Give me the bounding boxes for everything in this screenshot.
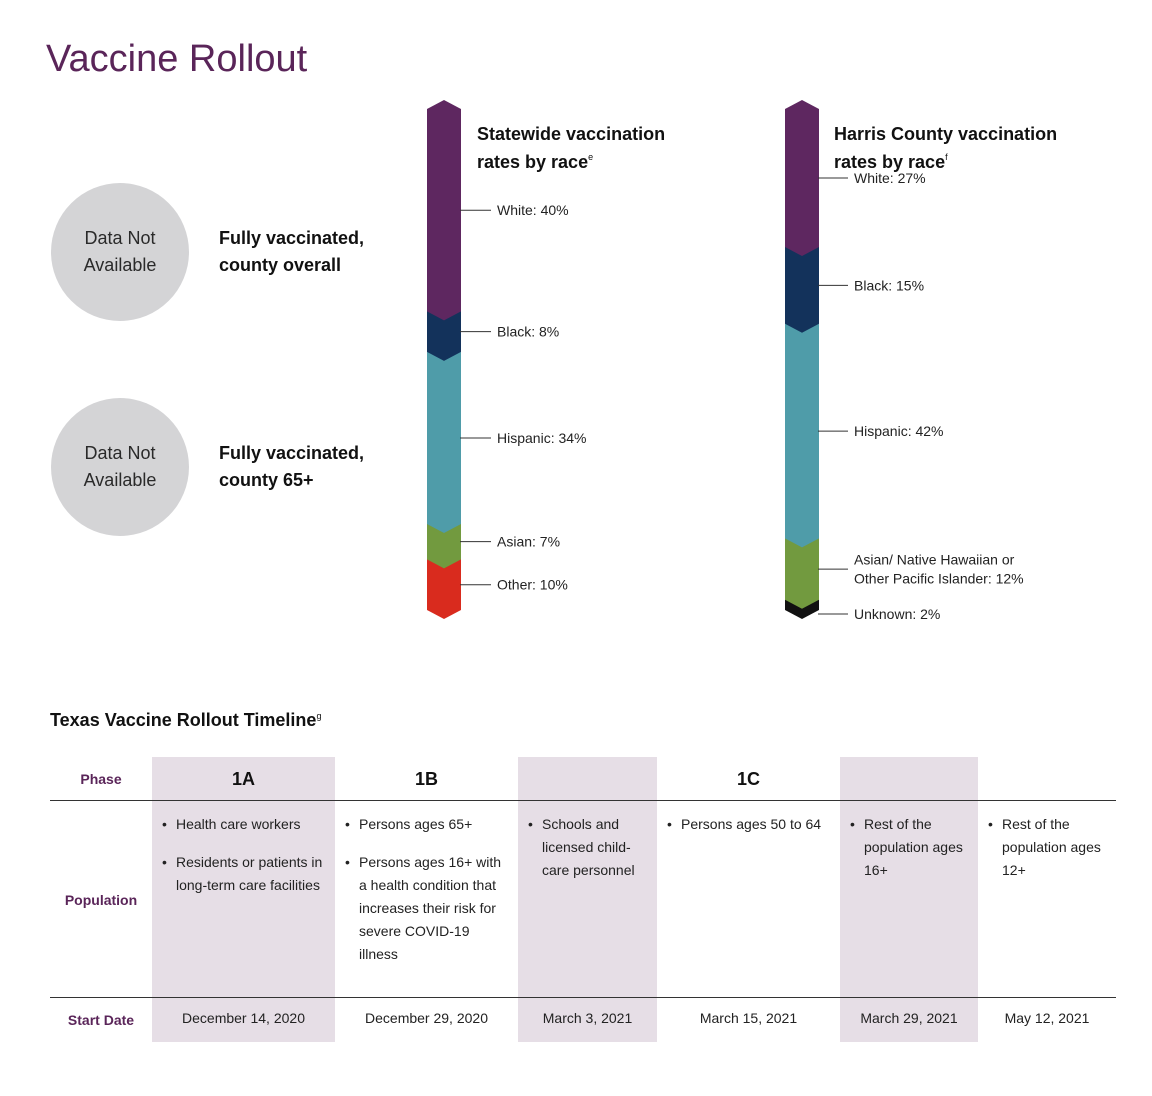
segment-label: Hispanic: 34% [497,429,587,446]
divider [50,997,1116,998]
population-cell [659,813,830,851]
circle-text: Data Not Available [83,443,157,490]
population-item: • Schools and licensed child-care personnel [542,813,647,882]
population-item: • Health care workers [176,813,325,836]
segment-label: Hispanic: 42% [854,423,944,440]
circle-text: Data Not Available [83,228,157,275]
population-item: • Persons ages 50 to 64 [681,813,830,836]
segment-label: Unknown: 2% [854,606,941,622]
start-date-cell: March 29, 2021 [860,1010,958,1026]
bar-segment-hispanic [785,315,819,548]
segment-label: White: 40% [497,202,569,219]
population-item: • Rest of the population ages 16+ [864,813,968,882]
segment-label: Asian: 7% [497,533,561,550]
start-date-cell: May 12, 2021 [1004,1010,1090,1026]
population-item: • Persons ages 65+ [359,813,508,836]
row-label-population: Population [64,892,138,908]
segment-label: White: 27% [854,170,926,187]
population-cell [842,813,968,897]
timeline-title: Texas Vaccine Rollout Timeline$^g$ [50,710,322,730]
phase-1a: 1A [231,769,255,789]
divider [50,800,1116,801]
start-date-cell: December 29, 2020 [365,1010,488,1026]
population-cell [337,813,508,981]
phase-1b: 1B [414,769,438,789]
population-item: • Residents or patients in long-term care facilities [176,851,325,897]
page-title: Vaccine Rollout [46,38,308,80]
population-item: • Rest of the population ages 12+ [1002,813,1106,882]
row-label-phase: Phase [80,771,122,787]
start-date-cell: December 14, 2020 [182,1010,305,1026]
bar-segment-white [427,100,461,320]
fully-vaccinated-overall-label: Fully vaccinated, county overall [219,228,365,275]
segment-label: Black: 8% [497,323,560,340]
row-label-start-date: Start Date [67,1012,135,1028]
chart-title: Statewide vaccination rates by race$^e$ [477,124,666,172]
chart-title: Harris County vaccination rates by race$^f$ [834,124,1058,172]
segment-label: Black: 15% [854,277,925,294]
population-cell [980,813,1106,897]
fully-vaccinated-65-label: Fully vaccinated, county 65+ [219,443,365,490]
bar-segment-white [785,100,819,256]
bar-segment-hispanic [427,343,461,533]
phase-1c: 1C [736,769,760,789]
start-date-cell: March 15, 2021 [699,1010,798,1026]
segment-label: Asian/ Native Hawaiian or Other Pacific Islander: 12% [854,551,1024,587]
segment-label: Other: 10% [497,576,568,593]
population-item: • Persons ages 16+ with a health condition that increases their risk for severe COVID-19 illness [359,851,508,966]
population-cell [520,813,647,897]
start-date-cell: March 3, 2021 [542,1010,633,1026]
population-cell [154,813,325,912]
